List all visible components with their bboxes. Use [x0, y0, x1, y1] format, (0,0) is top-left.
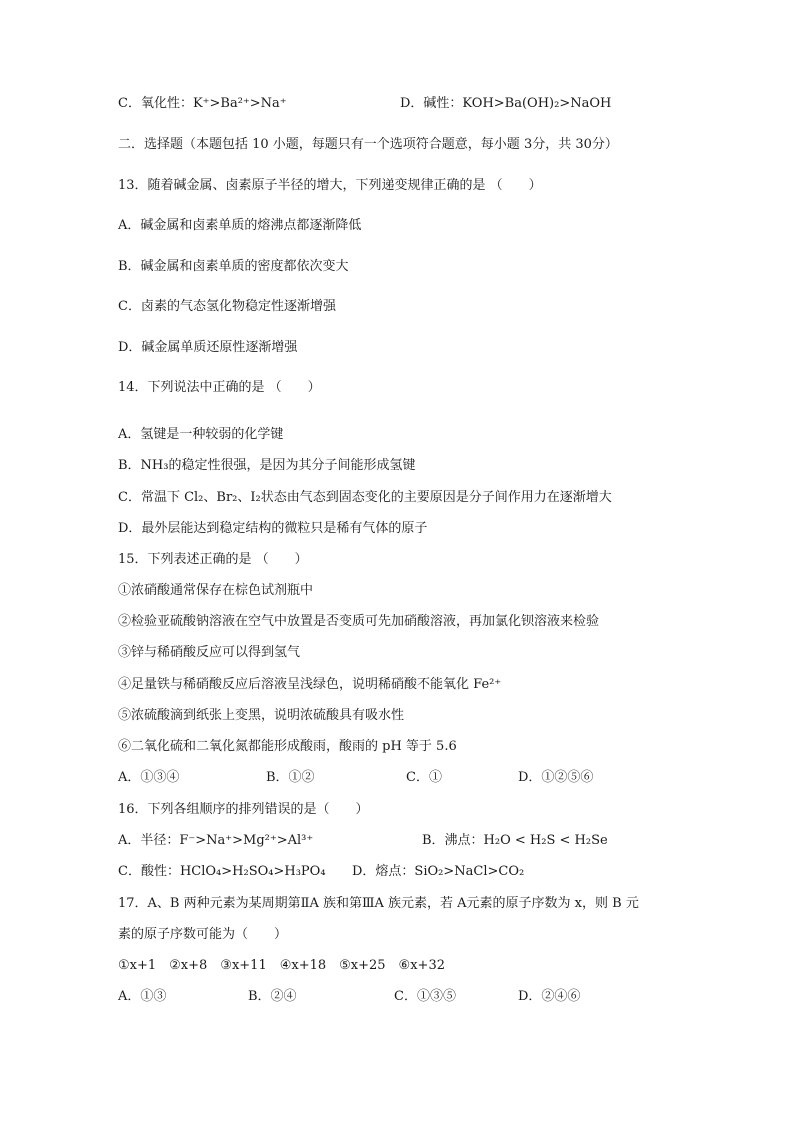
q15-option-c: C．①	[406, 770, 442, 785]
q14-option-d: D．最外层能达到稳定结构的微粒只是稀有气体的原子	[118, 521, 428, 536]
q13-option-a: A．碱金属和卤素单质的熔沸点都逐渐降低	[118, 218, 362, 233]
q17-stem-line1: 17．A、B 两种元素为某周期第ⅡA 族和第ⅢA 族元素，若 A元素的原子序数为 x，则 B 元	[118, 896, 639, 911]
q14-stem: 14．下列说法中正确的是 （ ）	[118, 380, 321, 395]
q13-stem: 13．随着碱金属、卤素原子半径的增大，下列递变规律正确的是 （ ）	[118, 178, 542, 193]
q13-option-d: D．碱金属单质还原性逐渐增强	[118, 340, 298, 355]
q17-option-d: D．②④⑥	[518, 989, 581, 1004]
q15-option-a: A．①③④	[118, 770, 180, 785]
q15-options	[118, 769, 718, 787]
q16-options-ab	[118, 832, 718, 850]
section-heading: 二．选择题（本题包括 10 小题，每题只有一个选项符合题意，每小题 3分，共 30分）	[118, 137, 618, 152]
option-d: D．碱性：KOH>Ba(OH)₂>NaOH	[400, 96, 612, 111]
q17-candidates: ①x+1 ②x+8 ③x+11 ④x+18 ⑤x+25 ⑥x+32	[118, 958, 445, 973]
q14-option-c: C．常温下 Cl₂、Br₂、I₂状态由气态到固态变化的主要原因是分子间作用力在逐渐增大	[118, 490, 612, 505]
q16-stem: 16．下列各组顺序的排列错误的是（ ）	[118, 802, 369, 817]
q16-option-b: B．沸点：H₂O < H₂S < H₂Se	[422, 833, 608, 848]
q15-option-d: D．①②⑤⑥	[518, 770, 594, 785]
q15-statement-3: ③锌与稀硝酸反应可以得到氢气	[118, 645, 301, 660]
q16-option-c: C．酸性：HClO₄>H₂SO₄>H₃PO₄	[118, 864, 326, 879]
q17-option-b: B．②④	[248, 989, 297, 1004]
q16-option-d: D．熔点：SiO₂>NaCl>CO₂	[352, 864, 525, 879]
q14-option-b: B．NH₃的稳定性很强，是因为其分子间能形成氢键	[118, 458, 416, 473]
q13-option-c: C．卤素的气态氢化物稳定性逐渐增强	[118, 299, 336, 314]
q15-statement-6: ⑥二氧化硫和二氧化氮都能形成酸雨，酸雨的 pH 等于 5.6	[118, 739, 457, 754]
q15-option-b: B．①②	[266, 770, 315, 785]
q15-statement-1: ①浓硝酸通常保存在棕色试剂瓶中	[118, 583, 314, 598]
q17-stem-line2: 素的原子序数可能为（ ）	[118, 927, 288, 942]
q15-statement-4: ④足量铁与稀硝酸反应后溶液呈浅绿色，说明稀硝酸不能氧化 Fe²⁺	[118, 677, 502, 692]
q15-stem: 15．下列表述正确的是 （ ）	[118, 552, 308, 567]
q17-option-a: A．①③	[118, 989, 167, 1004]
q16-options-cd	[118, 863, 718, 881]
q16-option-a: A．半径：F⁻>Na⁺>Mg²⁺>Al³⁺	[118, 833, 314, 848]
q12-options-cd	[118, 95, 718, 113]
q17-option-c: C．①③⑤	[394, 989, 456, 1004]
q15-statement-2: ②检验亚硫酸钠溶液在空气中放置是否变质可先加硝酸溶液，再加氯化钡溶液来检验	[118, 614, 600, 629]
option-c: C．氧化性：K⁺>Ba²⁺>Na⁺	[118, 96, 287, 111]
q13-option-b: B．碱金属和卤素单质的密度都依次变大	[118, 259, 349, 274]
q14-option-a: A．氢键是一种较弱的化学键	[118, 427, 284, 442]
q15-statement-5: ⑤浓硫酸滴到纸张上变黑，说明浓硫酸具有吸水性	[118, 708, 405, 723]
q17-options	[118, 988, 718, 1006]
